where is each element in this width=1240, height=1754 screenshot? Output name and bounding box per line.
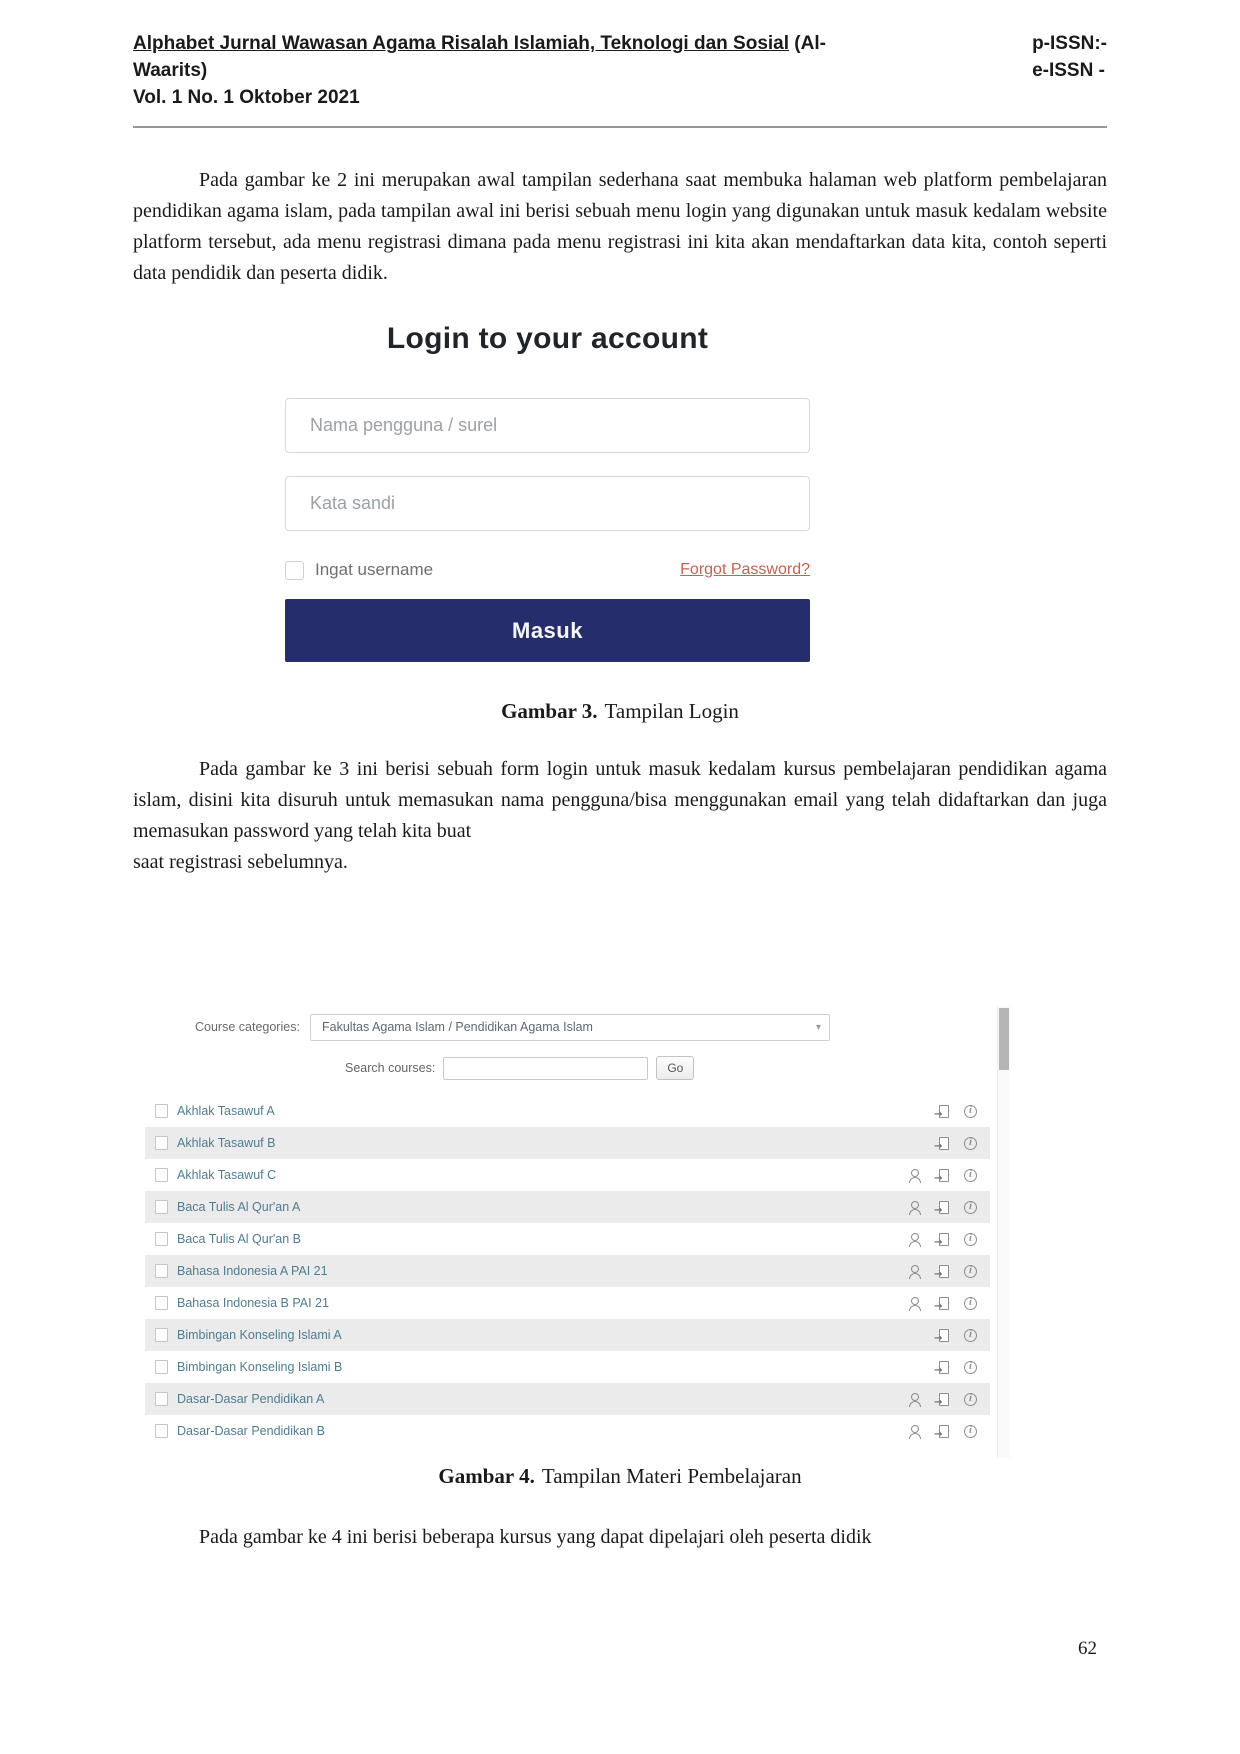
self-enrol-icon[interactable] bbox=[935, 1136, 950, 1151]
guest-access-icon[interactable] bbox=[907, 1232, 922, 1247]
course-row[interactable] bbox=[145, 1223, 990, 1255]
remember-label: Ingat username bbox=[315, 560, 434, 579]
course-title-link[interactable]: Dasar-Dasar Pendidikan A bbox=[177, 1392, 325, 1406]
search-go-button[interactable]: Go bbox=[656, 1056, 694, 1080]
remember-username-option bbox=[285, 560, 433, 580]
course-row-icons bbox=[935, 1328, 978, 1343]
course-browser-screenshot bbox=[145, 1000, 1010, 1447]
login-title: Login to your account bbox=[386, 322, 709, 355]
info-icon[interactable] bbox=[963, 1296, 978, 1311]
journal-title: Alphabet Jurnal Wawasan Agama Risalah Islamiah, Teknologi dan Sosial bbox=[133, 33, 790, 54]
course-row-icons bbox=[935, 1136, 978, 1151]
self-enrol-icon[interactable] bbox=[935, 1104, 950, 1119]
course-checkbox-icon[interactable] bbox=[155, 1168, 168, 1182]
course-title-link[interactable]: Bahasa Indonesia B PAI 21 bbox=[177, 1296, 329, 1310]
self-enrol-icon[interactable] bbox=[935, 1264, 950, 1279]
self-enrol-icon[interactable] bbox=[935, 1200, 950, 1215]
info-icon[interactable] bbox=[963, 1232, 978, 1247]
caption4-text: Tampilan Materi Pembelajaran bbox=[541, 1464, 802, 1488]
self-enrol-icon[interactable] bbox=[935, 1296, 950, 1311]
caption3-number: Gambar 3. bbox=[501, 699, 598, 723]
guest-access-icon[interactable] bbox=[907, 1392, 922, 1407]
scrollbar-thumb[interactable] bbox=[999, 1008, 1009, 1070]
info-icon[interactable] bbox=[963, 1264, 978, 1279]
course-checkbox-icon[interactable] bbox=[155, 1264, 168, 1278]
course-checkbox-icon[interactable] bbox=[155, 1424, 168, 1438]
paragraph-gambar2: Pada gambar ke 2 ini merupakan awal tampilan sederhana saat membuka halaman web platform pembelajaran pendidikan agama islam, pada tampilan awal ini berisi sebuah menu login yang digunakan untuk masuk kedalam website platform tersebut, ada menu registrasi dimana pada menu registrasi ini kita akan mendaftarkan data kita, contoh seperti data pendidik dan peserta didik. bbox=[133, 169, 1107, 284]
guest-access-icon[interactable] bbox=[907, 1264, 922, 1279]
course-title-link[interactable]: Akhlak Tasawuf A bbox=[177, 1104, 275, 1118]
course-checkbox-icon[interactable] bbox=[155, 1200, 168, 1214]
p-issn: p-ISSN:- bbox=[1032, 33, 1107, 54]
course-categories-value: Fakultas Agama Islam / Pendidikan Agama Islam bbox=[322, 1020, 593, 1034]
scrollbar-track[interactable] bbox=[997, 1006, 1010, 1458]
self-enrol-icon[interactable] bbox=[935, 1392, 950, 1407]
info-icon[interactable] bbox=[963, 1168, 978, 1183]
course-row[interactable] bbox=[145, 1191, 990, 1223]
course-row[interactable] bbox=[145, 1095, 990, 1127]
guest-access-icon[interactable] bbox=[907, 1200, 922, 1215]
password-input[interactable] bbox=[285, 476, 810, 531]
course-checkbox-icon[interactable] bbox=[155, 1232, 168, 1246]
page-number: 62 bbox=[1078, 1638, 1097, 1659]
course-row-icons bbox=[907, 1296, 978, 1311]
course-title-link[interactable]: Bimbingan Konseling Islami B bbox=[177, 1360, 343, 1374]
journal-volume: Vol. 1 No. 1 Oktober 2021 bbox=[133, 87, 360, 108]
course-title-link[interactable]: Baca Tulis Al Qur'an A bbox=[177, 1200, 301, 1214]
guest-access-icon[interactable] bbox=[907, 1424, 922, 1439]
self-enrol-icon[interactable] bbox=[935, 1328, 950, 1343]
search-courses-label: Search courses: bbox=[345, 1061, 436, 1075]
course-row[interactable] bbox=[145, 1351, 990, 1383]
info-icon[interactable] bbox=[963, 1328, 978, 1343]
header-rule bbox=[133, 126, 1107, 128]
chevron-down-icon: ▾ bbox=[815, 1021, 821, 1033]
course-row-icons bbox=[907, 1424, 978, 1439]
journal-title-suffix: (Al-Waarits) bbox=[133, 33, 826, 81]
forgot-password-link[interactable]: Forgot Password? bbox=[680, 561, 810, 578]
course-categories-label: Course categories: bbox=[195, 1020, 300, 1034]
login-screenshot bbox=[285, 322, 810, 662]
info-icon[interactable] bbox=[963, 1104, 978, 1119]
course-checkbox-icon[interactable] bbox=[155, 1328, 168, 1342]
paragraph-gambar3-cont: saat registrasi sebelumnya. bbox=[133, 851, 348, 873]
search-courses-input[interactable] bbox=[443, 1057, 648, 1080]
guest-access-icon[interactable] bbox=[907, 1296, 922, 1311]
course-row[interactable] bbox=[145, 1255, 990, 1287]
self-enrol-icon[interactable] bbox=[935, 1232, 950, 1247]
course-row-icons bbox=[935, 1104, 978, 1119]
course-row[interactable] bbox=[145, 1287, 990, 1319]
course-row[interactable] bbox=[145, 1159, 990, 1191]
self-enrol-icon[interactable] bbox=[935, 1424, 950, 1439]
course-title-link[interactable]: Akhlak Tasawuf C bbox=[177, 1168, 277, 1182]
course-title-link[interactable]: Bimbingan Konseling Islami A bbox=[177, 1328, 342, 1342]
course-checkbox-icon[interactable] bbox=[155, 1104, 168, 1118]
course-categories-select[interactable] bbox=[310, 1014, 830, 1041]
course-row[interactable] bbox=[145, 1415, 990, 1447]
course-row-icons bbox=[907, 1168, 978, 1183]
journal-header bbox=[133, 30, 1107, 111]
info-icon[interactable] bbox=[963, 1392, 978, 1407]
course-list bbox=[145, 1095, 990, 1447]
course-row[interactable] bbox=[145, 1319, 990, 1351]
course-row-icons bbox=[907, 1232, 978, 1247]
course-checkbox-icon[interactable] bbox=[155, 1392, 168, 1406]
course-title-link[interactable]: Bahasa Indonesia A PAI 21 bbox=[177, 1264, 328, 1278]
caption3-text: Tampilan Login bbox=[604, 699, 739, 723]
course-row-icons bbox=[907, 1264, 978, 1279]
self-enrol-icon[interactable] bbox=[935, 1360, 950, 1375]
course-title-link[interactable]: Baca Tulis Al Qur'an B bbox=[177, 1232, 301, 1246]
login-submit-button[interactable]: Masuk bbox=[285, 599, 810, 662]
caption4-number: Gambar 4. bbox=[438, 1464, 535, 1488]
course-checkbox-icon[interactable] bbox=[155, 1360, 168, 1374]
info-icon[interactable] bbox=[963, 1136, 978, 1151]
paragraph-gambar3: Pada gambar ke 3 ini berisi sebuah form login untuk masuk kedalam kursus pembelajaran pendidikan agama islam, disini kita disuruh untuk memasukan nama pengguna/bisa menggunakan email yang telah didaftarkan dan juga memasukan password yang telah kita buat bbox=[133, 758, 1107, 842]
info-icon[interactable] bbox=[963, 1200, 978, 1215]
course-row[interactable] bbox=[145, 1383, 990, 1415]
course-checkbox-icon[interactable] bbox=[155, 1296, 168, 1310]
remember-checkbox[interactable] bbox=[285, 561, 304, 580]
info-icon[interactable] bbox=[963, 1424, 978, 1439]
course-title-link[interactable]: Akhlak Tasawuf B bbox=[177, 1136, 276, 1150]
paragraph-gambar4: Pada gambar ke 4 ini berisi beberapa kursus yang dapat dipelajari oleh peserta didik bbox=[199, 1526, 872, 1548]
e-issn: e-ISSN - bbox=[1032, 60, 1105, 81]
course-row-icons bbox=[907, 1200, 978, 1215]
caption-gambar3 bbox=[133, 699, 1107, 724]
course-row-icons bbox=[907, 1392, 978, 1407]
journal-title-line bbox=[133, 30, 853, 84]
course-checkbox-icon[interactable] bbox=[155, 1136, 168, 1150]
self-enrol-icon[interactable] bbox=[935, 1168, 950, 1183]
course-title-link[interactable]: Dasar-Dasar Pendidikan B bbox=[177, 1424, 325, 1438]
guest-access-icon[interactable] bbox=[907, 1168, 922, 1183]
username-input[interactable] bbox=[285, 398, 810, 453]
info-icon[interactable] bbox=[963, 1360, 978, 1375]
course-row-icons bbox=[935, 1360, 978, 1375]
caption-gambar4 bbox=[133, 1464, 1107, 1489]
course-row[interactable] bbox=[145, 1127, 990, 1159]
